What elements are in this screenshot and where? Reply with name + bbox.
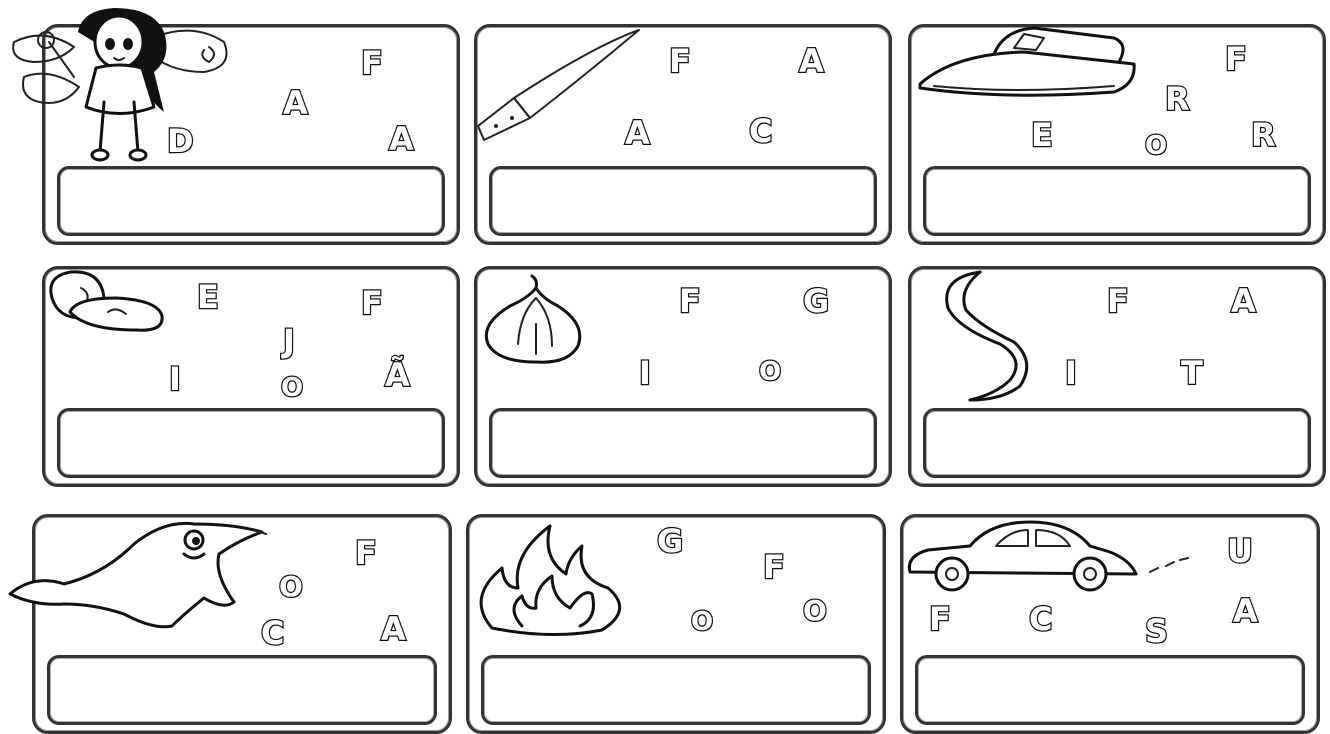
letter-tile[interactable]: G xyxy=(657,522,684,560)
letter-tile[interactable]: F xyxy=(929,600,951,638)
letter-tile[interactable]: G xyxy=(803,282,830,320)
answer-box[interactable] xyxy=(489,408,877,478)
letter-tile[interactable]: A xyxy=(283,84,308,122)
fire-icon xyxy=(472,518,636,638)
letter-tile[interactable]: A xyxy=(625,114,650,152)
letter-tile[interactable]: A xyxy=(1233,592,1258,630)
fairy-icon xyxy=(4,2,234,167)
bean-icon xyxy=(46,268,168,334)
letter-tile[interactable]: O xyxy=(1145,131,1168,161)
letter-tile[interactable]: O xyxy=(691,607,714,637)
answer-box[interactable] xyxy=(923,166,1311,236)
letter-tile[interactable]: F xyxy=(355,534,377,572)
letter-tile[interactable]: T xyxy=(1181,354,1203,392)
letter-tile[interactable]: A xyxy=(381,610,406,648)
letter-tile[interactable]: Ã xyxy=(385,356,410,394)
letter-tile[interactable]: I xyxy=(1065,354,1077,392)
letter-tile[interactable]: J xyxy=(283,322,295,360)
letter-tile[interactable]: O xyxy=(279,570,303,603)
answer-box[interactable] xyxy=(489,166,877,236)
letter-tile[interactable]: A xyxy=(799,42,824,80)
answer-box[interactable] xyxy=(57,166,445,236)
letter-tile[interactable]: F xyxy=(1225,40,1247,78)
letter-tile[interactable]: U xyxy=(1227,532,1253,570)
letter-tile[interactable]: F xyxy=(763,548,785,586)
letter-tile[interactable]: F xyxy=(361,284,383,322)
letter-tile[interactable]: R xyxy=(1165,80,1190,118)
letter-tile[interactable]: C xyxy=(1029,600,1053,638)
answer-box[interactable] xyxy=(923,408,1311,478)
letter-tile[interactable]: C xyxy=(261,614,285,652)
seal-icon xyxy=(4,514,268,634)
letter-tile[interactable]: R xyxy=(1251,116,1276,154)
letter-tile[interactable]: A xyxy=(1231,282,1256,320)
letter-tile[interactable]: F xyxy=(361,44,383,82)
letter-tile[interactable]: S xyxy=(1145,612,1169,650)
fig-icon xyxy=(480,274,590,366)
letter-tile[interactable]: C xyxy=(749,112,773,150)
letter-tile[interactable]: I xyxy=(639,354,651,392)
answer-box[interactable] xyxy=(47,655,437,725)
letter-tile[interactable]: F xyxy=(1107,282,1129,320)
letter-tile[interactable]: O xyxy=(759,357,782,387)
knife-icon xyxy=(474,26,644,144)
ribbon-icon xyxy=(930,268,1036,404)
answer-box[interactable] xyxy=(915,655,1305,725)
letter-tile[interactable]: I xyxy=(169,360,181,398)
letter-tile[interactable]: D xyxy=(167,122,194,160)
answer-box[interactable] xyxy=(481,655,871,725)
iron-icon xyxy=(914,24,1144,102)
letter-tile[interactable]: E xyxy=(197,278,219,316)
letter-tile[interactable]: F xyxy=(669,42,691,80)
letter-tile[interactable]: E xyxy=(1031,116,1053,154)
answer-box[interactable] xyxy=(57,408,445,478)
letter-tile[interactable]: F xyxy=(679,282,701,320)
letter-tile[interactable]: O xyxy=(281,373,304,403)
car-icon xyxy=(900,516,1200,592)
letter-tile[interactable]: O xyxy=(803,594,827,627)
letter-tile[interactable]: A xyxy=(389,120,414,158)
